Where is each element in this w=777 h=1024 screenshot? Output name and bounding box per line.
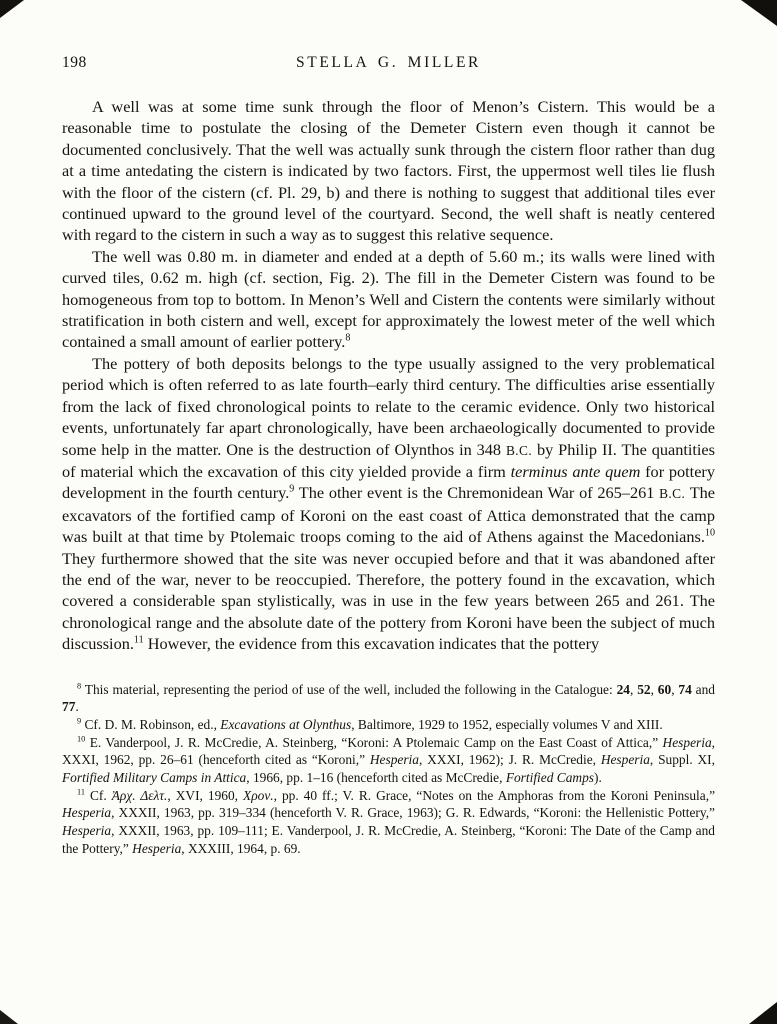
body-paragraph-2: The well was 0.80 m. in diameter and ended at a depth of 5.60 m.; its walls were lined with curved tiles, 0.62 m. high (cf. section, Fig. 2). The fill in the Demeter Cistern was found to be homogeneous from top to bottom. In Menon’s Well and Cistern the contents were similarly without stratification in both cistern and well, except for approximately the lowest meter of the well which contained a small amount of earlier pottery.$^8$ bbox=[62, 246, 715, 352]
scan-artifact-top-right bbox=[741, 0, 777, 26]
page-header bbox=[62, 54, 715, 74]
body-text bbox=[62, 96, 715, 655]
footnote-11: $^{11}$ Cf. Ἀρχ. Δελτ., XVI, 1960, Χρον., pp. 40 ff.; V. R. Grace, “Notes on the Amphoras from the Koroni Peninsula,” Hesperia, XXXII, 1963, pp. 319–334 (henceforth V. R. Grace, 1963); G. R. Edwards, “Koroni: the Hellenistic Pottery,” Hesperia, XXXII, 1963, pp. 109–111; E. Vanderpool, J. R. McCredie, A. Steinberg, “Koroni: The Date of the Camp and the Pottery,” Hesperia, XXXIII, 1964, p. 69. bbox=[62, 787, 716, 856]
running-head: STELLA G. MILLER bbox=[296, 54, 481, 71]
body-paragraph-3: The pottery of both deposits belongs to the type usually assigned to the very problematical period which is often referred to as late fourth–early third century. The difficulties arise essentially from the lack of fixed chronological points to relate to the ceramic evidence. Only two historical events, unfortunately far apart chronologically, have been archaeologically documented to provide some help in the matter. One is the destruction of Olynthos in 348 B.C. by Philip II. The quantities of material which the excavation of this city yielded provide a firm terminus ante quem for pottery development in the fourth century.$^9$ The other event is the Chremonidean War of 265–261 B.C. The excavators of the fortified camp of Koroni on the east coast of Attica demonstrated that the camp was built at that time by Ptolemaic troops coming to the aid of Athens against the Macedonians.$^{10}$ They furthermore showed that the site was never occupied before and that it was abandoned after the end of the war, never to be reoccupied. Therefore, the pottery found in the excavation, which covered a considerable span stylistically, was in use in the few years between 265 and 261. The chronological range and the absolute date of the pottery from Koroni have been the subject of much discussion.$^{11}$ However, the evidence from this excavation indicates that the pottery bbox=[62, 353, 716, 654]
page-number: 198 bbox=[62, 54, 87, 71]
footnote-10: $^{10}$ E. Vanderpool, J. R. McCredie, A. Steinberg, “Koroni: A Ptolemaic Camp on the East Coast of Attica,” Hesperia, XXXI, 1962, pp. 26–61 (henceforth cited as “Koroni,” Hesperia, XXXI, 1962); J. R. McCredie, Hesperia, Suppl. XI, Fortified Military Camps in Attica, 1966, pp. 1–16 (henceforth cited as McCredie, Fortified Camps). bbox=[62, 734, 715, 786]
footnote-8: $^8$ This material, representing the period of use of the well, included the following in the Catalogue: 24, 52, 60, 74 and 77. bbox=[62, 681, 715, 715]
footnote-9: $^9$ Cf. D. M. Robinson, ed., Excavations at Olynthus, Baltimore, 1929 to 1952, especially volumes V and XIII. bbox=[77, 716, 663, 732]
footnotes-block bbox=[62, 681, 715, 858]
scan-artifact-bottom-right bbox=[749, 1002, 777, 1024]
body-paragraph-1: A well was at some time sunk through the floor of Menon’s Cistern. This would be a reasonable time to postulate the closing of the Demeter Cistern even though it cannot be documented conclusively. That the well was actually sunk through the cistern floor rather than dug at a time antedating the cistern is indicated by two factors. First, the uppermost well tiles lie flush with the floor of the cistern (cf. Pl. 29, b) and there is nothing to suggest that additional tiles ever continued upward to the ground level of the courtyard. Second, the well shaft is neatly centered with regard to the cistern in such a way as to suggest this relative sequence. bbox=[62, 97, 715, 245]
scan-artifact-bottom-left bbox=[0, 1010, 18, 1024]
scan-artifact-top-left bbox=[0, 0, 24, 18]
